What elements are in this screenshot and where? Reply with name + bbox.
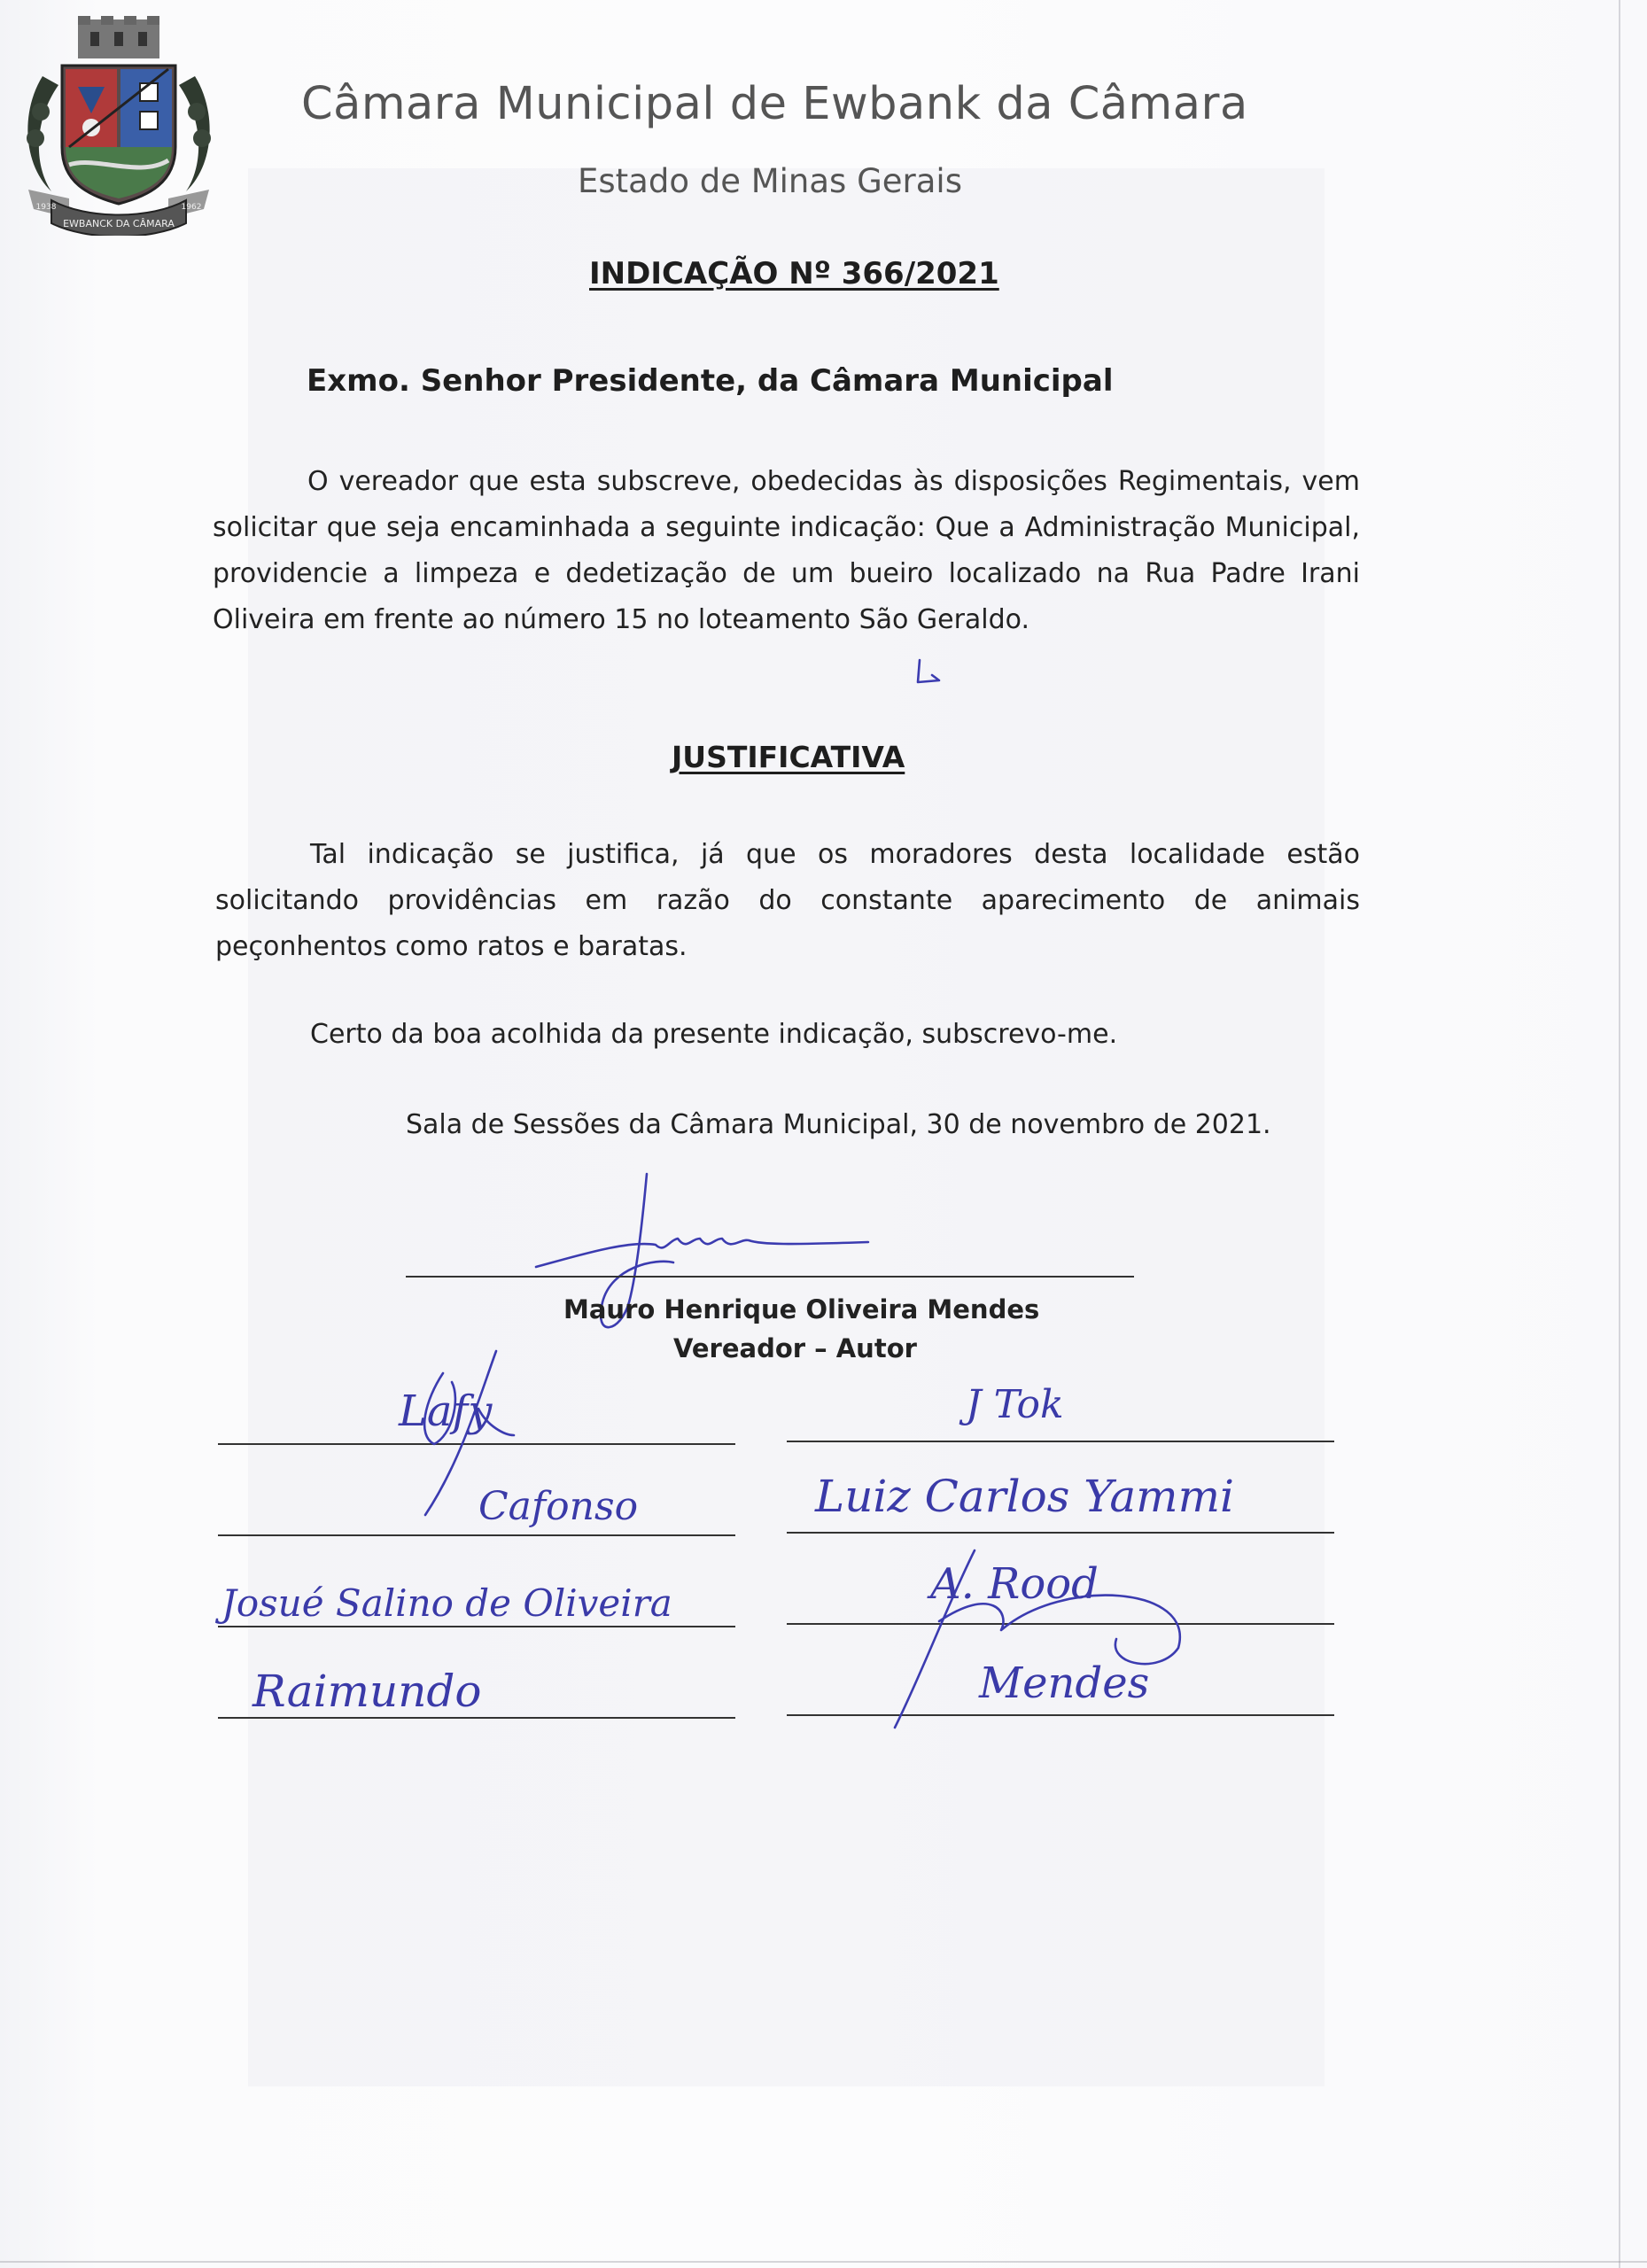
crest-year-right: 1962 <box>181 203 202 212</box>
author-signature-line <box>406 1276 1134 1278</box>
author-name: Mauro Henrique Oliveira Mendes <box>563 1294 1040 1324</box>
pen-mark <box>913 656 948 691</box>
signature-right-4: Mendes <box>979 1658 1150 1708</box>
page-edge <box>0 2261 1647 2263</box>
document-title: INDICAÇÃO Nº 366/2021 <box>589 256 999 291</box>
page-edge <box>1619 0 1620 2268</box>
signature-right-2: Luiz Carlos Yammi <box>815 1471 1234 1522</box>
signature-line <box>787 1441 1334 1442</box>
salutation: Exmo. Senhor Presidente, da Câmara Municipal <box>307 363 1114 399</box>
body-paragraph: O vereador que esta subscreve, obedecidas às disposições Regimentais, vem solicitar que seja encaminhada a seguinte indicação: Que a Administração Municipal, providencie a limpeza e dedetização de um bueiro localizado na Rua Padre Irani Oliveira em frente ao número 15 no loteamento São Geraldo. <box>213 466 1360 635</box>
signature-line <box>218 1534 735 1536</box>
signature-left-2: Cafonso <box>478 1484 639 1529</box>
place-and-date: Sala de Sessões da Câmara Municipal, 30 de novembro de 2021. <box>406 1109 1271 1140</box>
municipal-crest-icon <box>16 14 221 236</box>
institution-name: Câmara Municipal de Ewbank da Câmara <box>301 78 1248 130</box>
signature-right-3: A. Rood <box>930 1559 1099 1609</box>
signature-right-1: J Tok <box>966 1382 1064 1427</box>
justification-paragraph: Tal indicação se justifica, já que os moradores desta localidade estão solicitando providências em razão do constante aparecimento de animais peçonhentos como ratos e baratas. <box>215 839 1360 962</box>
state-name: Estado de Minas Gerais <box>578 162 962 200</box>
justification-title: JUSTIFICATIVA <box>672 740 905 774</box>
crest-motto: EWBANCK DA CÂMARA <box>63 218 175 229</box>
signature-left-4: Raimundo <box>252 1666 482 1717</box>
signature-left-3: Josué Salino de Oliveira <box>221 1581 672 1625</box>
signature-line <box>218 1626 735 1627</box>
signature-left-1: Lafy <box>399 1386 493 1436</box>
signature-line <box>218 1717 735 1719</box>
crest-year-left: 1938 <box>35 203 57 212</box>
author-role: Vereador – Autor <box>673 1333 917 1363</box>
closing-line: Certo da boa acolhida da presente indicação, subscrevo-me. <box>310 1019 1118 1050</box>
